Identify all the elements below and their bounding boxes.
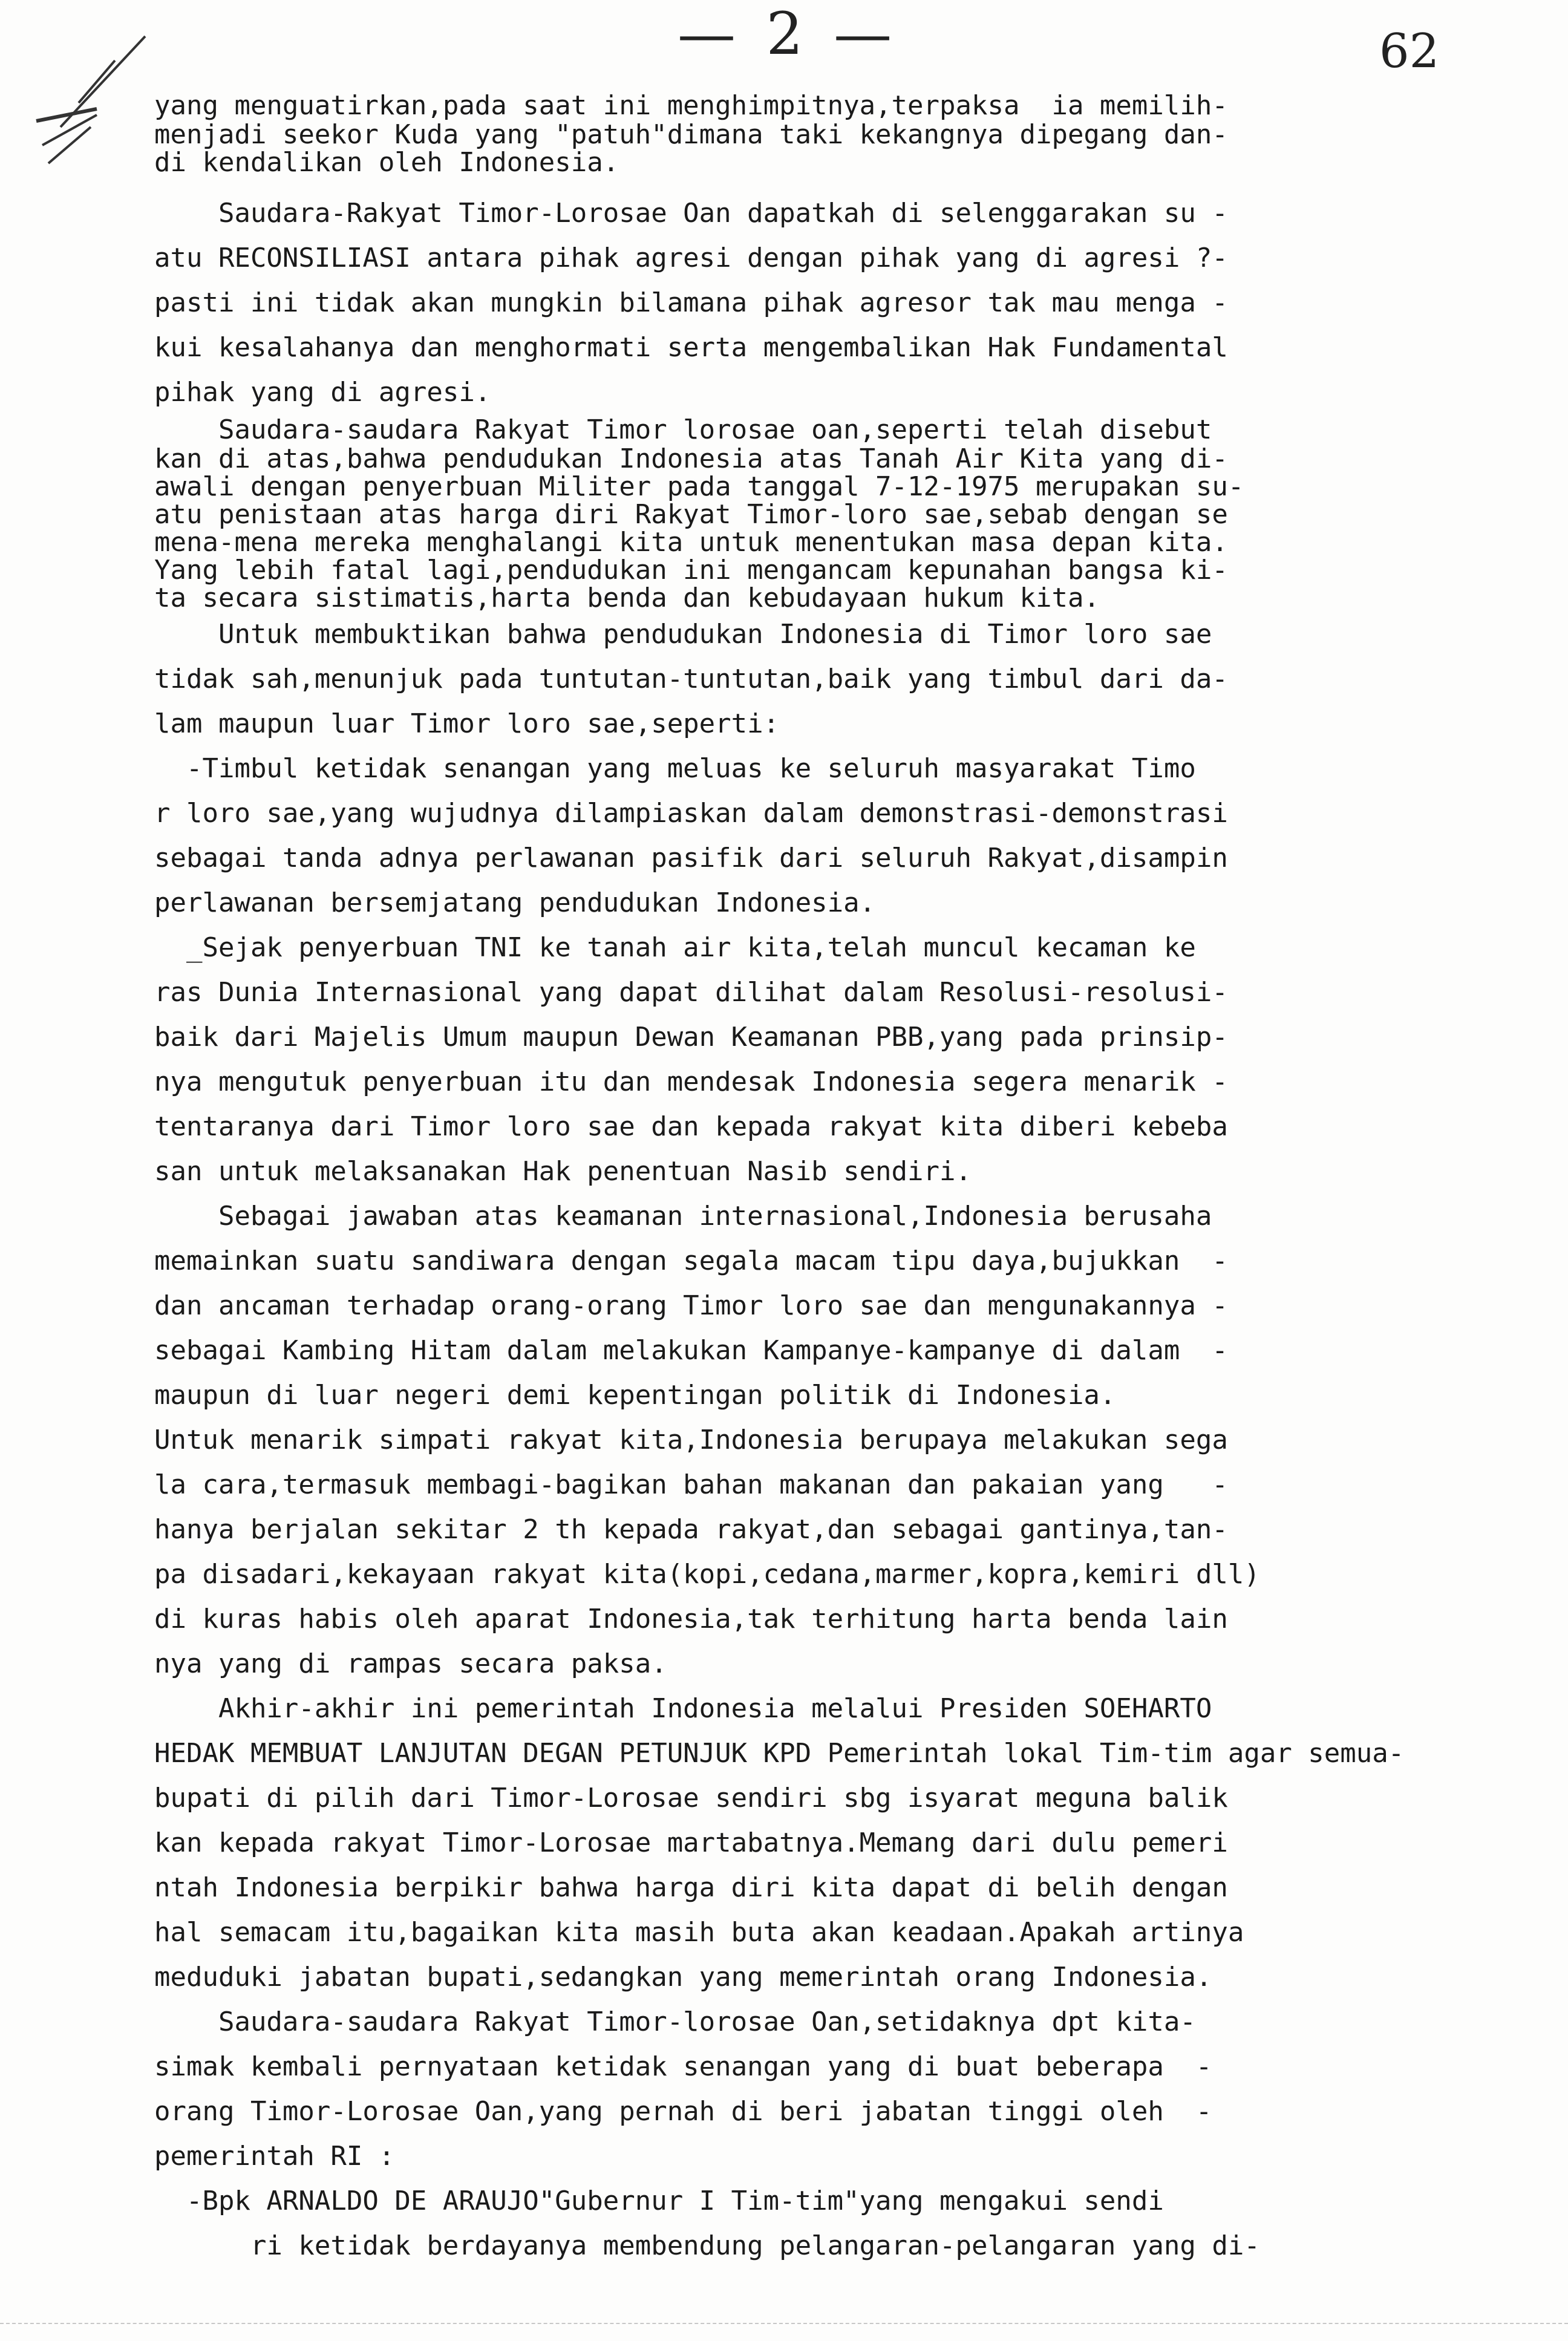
text-line: atu penistaan atas harga diri Rakyat Timor-loro sae,sebab dengan se [154,499,1228,530]
body-text [154,91,1437,2268]
text-line: memainkan suatu sandiwara dengan segala macam tipu daya,bujukkan - [154,1246,1228,1276]
text-line: perlawanan bersemjatang pendudukan Indonesia. [154,887,876,918]
text-line: la cara,termasuk membagi-bagikan bahan makanan dan pakaian yang - [154,1469,1228,1500]
text-line: Untuk menarik simpati rakyat kita,Indonesia berupaya melakukan sega [154,1425,1228,1455]
text-line: di kuras habis oleh aparat Indonesia,tak terhitung harta benda lain [154,1604,1228,1634]
text-line: -Timbul ketidak senangan yang meluas ke seluruh masyarakat Timo [154,753,1196,784]
text-line: di kendalikan oleh Indonesia. [154,147,619,178]
text-line: ntah Indonesia berpikir bahwa harga diri kita dapat di belih dengan [154,1872,1228,1903]
text-line: hal semacam itu,bagaikan kita masih buta akan keadaan.Apakah artinya [154,1917,1244,1948]
text-line: hanya berjalan sekitar 2 th kepada rakyat,dan sebagai gantinya,tan- [154,1514,1228,1545]
text-line: maupun di luar negeri demi kepentingan politik di Indonesia. [154,1380,1116,1411]
text-line: -Bpk ARNALDO DE ARAUJO"Gubernur I Tim-tim"yang mengakui sendi [154,2186,1164,2216]
text-line: san untuk melaksanakan Hak penentuan Nasib sendiri. [154,1156,972,1187]
text-line: tidak sah,menunjuk pada tuntutan-tuntutan,baik yang timbul dari da- [154,664,1228,694]
text-line: nya mengutuk penyerbuan itu dan mendesak Indonesia segera menarik - [154,1066,1228,1097]
text-line: r loro sae,yang wujudnya dilampiaskan dalam demonstrasi-demonstrasi [154,798,1228,829]
text-line: HEDAK MEMBUAT LANJUTAN DEGAN PETUNJUK KPD Pemerintah lokal Tim-tim agar semua- [154,1738,1405,1769]
text-line: sebagai Kambing Hitam dalam melakukan Kampanye-kampanye di dalam - [154,1335,1228,1366]
text-line: simak kembali pernyataan ketidak senangan yang di buat beberapa - [154,2051,1212,2082]
text-line: awali dengan penyerbuan Militer pada tanggal 7-12-1975 merupakan su- [154,471,1244,502]
bottom-edge-rule [0,2323,1568,2325]
text-line: Akhir-akhir ini pemerintah Indonesia melalui Presiden SOEHARTO [154,1693,1212,1724]
text-line: Saudara-saudara Rakyat Timor-lorosae Oan,setidaknya dpt kita- [154,2006,1196,2037]
text-line: meduduki jabatan bupati,sedangkan yang memerintah orang Indonesia. [154,1962,1212,1993]
text-line: tentaranya dari Timor loro sae dan kepada rakyat kita diberi kebeba [154,1111,1228,1142]
text-line: sebagai tanda adnya perlawanan pasifik dari seluruh Rakyat,disampin [154,843,1228,873]
text-line: ras Dunia Internasional yang dapat dilihat dalam Resolusi-resolusi- [154,977,1228,1008]
text-line: orang Timor-Lorosae Oan,yang pernah di beri jabatan tinggi oleh - [154,2096,1212,2127]
margin-scribble-icon [24,24,169,181]
text-line: _Sejak penyerbuan TNI ke tanah air kita,telah muncul kecaman ke [154,932,1196,963]
text-line: yang menguatirkan,pada saat ini menghimpitnya,terpaksa ia memilih- [154,90,1228,121]
text-line: bupati di pilih dari Timor-Lorosae sendiri sbg isyarat meguna balik [154,1783,1228,1814]
text-line: atu RECONSILIASI antara pihak agresi dengan pihak yang di agresi ?- [154,243,1228,273]
text-line: Saudara-saudara Rakyat Timor lorosae oan,seperti telah disebut [154,414,1212,445]
text-line: Untuk membuktikan bahwa pendudukan Indonesia di Timor loro sae [154,619,1212,650]
text-line: lam maupun luar Timor loro sae,seperti: [154,708,780,739]
text-line: kan di atas,bahwa pendudukan Indonesia atas Tanah Air Kita yang di- [154,443,1228,474]
text-line: Saudara-Rakyat Timor-Lorosae Oan dapatkah di selenggarakan su - [154,198,1228,229]
text-line: menjadi seekor Kuda yang "patuh"dimana taki kekangnya dipegang dan- [154,119,1228,150]
text-line: kui kesalahanya dan menghormati serta mengembalikan Hak Fundamental [154,332,1228,363]
handwritten-page-number: 62 [1379,24,1440,79]
text-line: kan kepada rakyat Timor-Lorosae martabatnya.Memang dari dulu pemeri [154,1827,1228,1858]
text-line: mena-mena mereka menghalangi kita untuk menentukan masa depan kita. [154,527,1228,558]
text-line: Sebagai jawaban atas keamanan internasional,Indonesia berusaha [154,1201,1212,1232]
text-line: ta secara sistimatis,harta benda dan kebudayaan hukum kita. [154,583,1100,613]
text-line: dan ancaman terhadap orang-orang Timor loro sae dan mengunakannya - [154,1290,1228,1321]
page-mark: — 2 — [678,0,898,68]
text-line: Yang lebih fatal lagi,pendudukan ini mengancam kepunahan bangsa ki- [154,555,1228,586]
text-line: pihak yang di agresi. [154,377,491,408]
text-line: pa disadari,kekayaan rakyat kita(kopi,cedana,marmer,kopra,kemiri dll) [154,1559,1260,1590]
text-line: ri ketidak berdayanya membendung pelangaran-pelangaran yang di- [154,2230,1260,2261]
text-line: pasti ini tidak akan mungkin bilamana pihak agresor tak mau menga - [154,287,1228,318]
text-line: nya yang di rampas secara paksa. [154,1648,667,1679]
text-line: pemerintah RI : [154,2141,395,2172]
text-line: baik dari Majelis Umum maupun Dewan Keamanan PBB,yang pada prinsip- [154,1022,1228,1053]
